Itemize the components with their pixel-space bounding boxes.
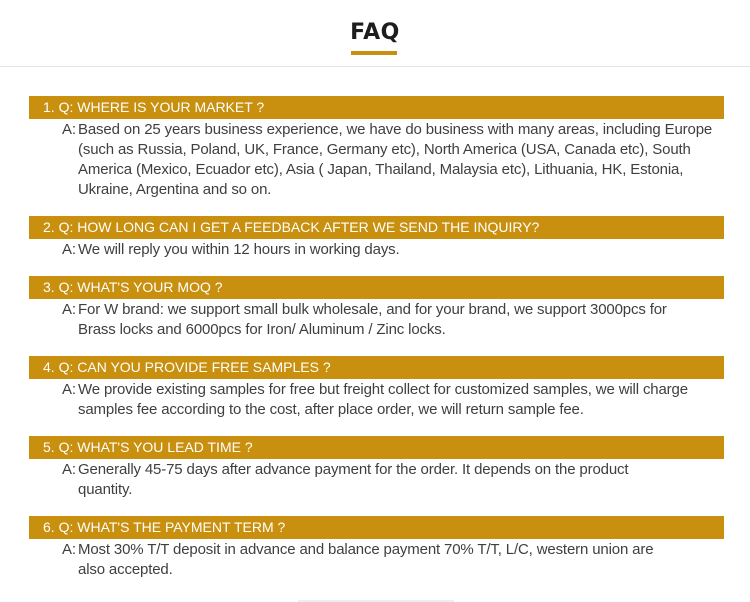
answer-text: Generally 45-75 days after advance payment for the order. It depends on the product quantity. — [78, 461, 629, 498]
answer — [29, 240, 678, 260]
faq-item-payment — [29, 516, 724, 580]
page-title: FAQ — [350, 20, 400, 45]
answer-prefix: A: — [62, 461, 76, 478]
answer-prefix: A: — [62, 381, 76, 398]
question-bar — [29, 436, 724, 459]
question-text: Q: CAN YOU PROVIDE FREE SAMPLES ? — [58, 359, 331, 375]
answer-prefix: A: — [62, 121, 76, 138]
answer — [29, 460, 678, 500]
question-number: 4. — [43, 359, 55, 375]
question-number: 1. — [43, 99, 55, 115]
question-bar — [29, 516, 724, 539]
question-text: Q: WHAT'S YOU LEAD TIME ? — [58, 439, 253, 455]
faq-item-lead-time — [29, 436, 724, 500]
answer-text: For W brand: we support small bulk wholesale, and for your brand, we support 3000pcs for Brass locks and 6000pcs for Iron/ Aluminum / Zinc locks. — [78, 301, 667, 338]
question-number: 3. — [43, 279, 55, 295]
question-number: 5. — [43, 439, 55, 455]
question-text: Q: WHAT'S YOUR MOQ ? — [58, 279, 223, 295]
question-text: Q: HOW LONG CAN I GET A FEEDBACK AFTER WE SEND THE INQUIRY? — [58, 219, 540, 235]
faq-item-moq — [29, 276, 724, 340]
answer-prefix: A: — [62, 541, 76, 558]
answer-text: We provide existing samples for free but freight collect for customized samples, we will charge samples fee according to the cost, after place order, we will return sample fee. — [78, 381, 688, 418]
faq-item-feedback — [29, 216, 724, 260]
answer — [29, 300, 691, 340]
question-text: Q: WHAT'S THE PAYMENT TERM ? — [58, 519, 286, 535]
question-bar — [29, 216, 724, 239]
faq-item-samples — [29, 356, 724, 420]
question-text: Q: WHERE IS YOUR MARKET ? — [58, 99, 265, 115]
question-bar — [29, 356, 724, 379]
question-number: 2. — [43, 219, 55, 235]
answer — [29, 120, 728, 200]
question-number: 6. — [43, 519, 55, 535]
answer — [29, 540, 678, 580]
answer-prefix: A: — [62, 301, 76, 318]
answer-prefix: A: — [62, 241, 76, 258]
question-bar — [29, 96, 724, 119]
answer-text: Based on 25 years business experience, we have do business with many areas, including Europe (such as Russia, Poland, UK, France, Germany etc), North America (USA, Canada etc), South America (Mexico, Ecuador etc), Asia ( Japan, Thailand, Malaysia etc), Lithuania, HK, Estonia, Ukraine, Argentina and so on. — [78, 121, 713, 198]
answer-text: Most 30% T/T deposit in advance and balance payment 70% T/T, L/C, western union are also accepted. — [78, 541, 654, 578]
answer-text: We will reply you within 12 hours in working days. — [78, 241, 400, 258]
question-bar — [29, 276, 724, 299]
faq-item-market — [29, 96, 724, 200]
answer — [29, 380, 690, 420]
